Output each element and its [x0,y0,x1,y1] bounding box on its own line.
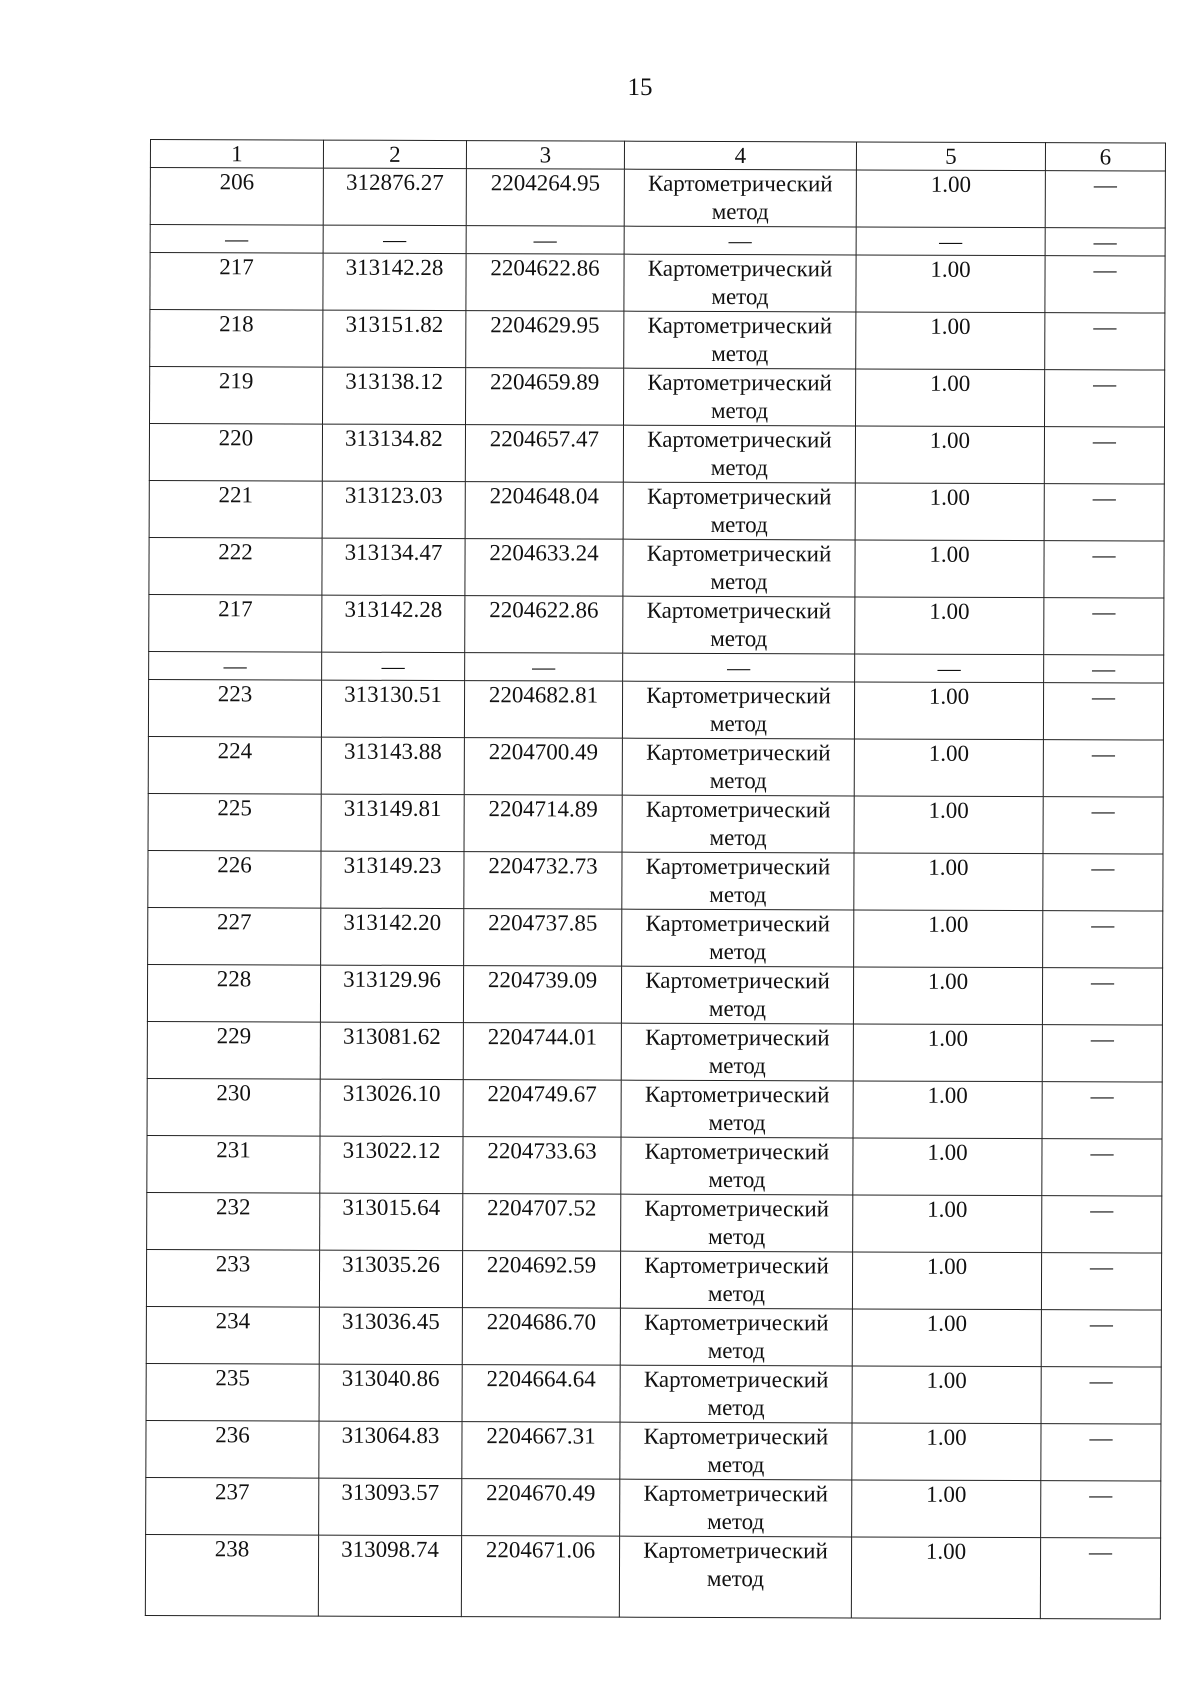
precision-cell: 1.00 [853,1195,1042,1253]
y-coordinate-cell: 2204622.86 [465,596,623,654]
description-cell: — [1045,313,1165,370]
method-cell: Картометрический метод [619,1536,851,1618]
point-number-cell: 236 [146,1420,319,1478]
table-row [146,1249,1161,1310]
point-number-cell: 217 [149,594,322,652]
y-coordinate-cell: 2204667.31 [462,1422,620,1480]
point-number-cell: 217 [150,253,323,311]
table-row [146,1477,1161,1538]
precision-cell: 1.00 [852,1309,1041,1367]
point-number-cell: 234 [146,1306,319,1364]
point-number-cell: 238 [145,1534,318,1616]
point-number-cell: 232 [147,1192,320,1250]
description-cell: — [1043,740,1163,797]
y-coordinate-cell: 2204744.01 [463,1023,621,1081]
table-row [147,1021,1162,1082]
y-coordinate-cell: 2204622.86 [466,254,624,312]
table-row [150,253,1165,314]
x-coordinate-cell: 313035.26 [319,1250,462,1307]
x-coordinate-cell: 313064.83 [319,1421,462,1478]
precision-cell: 1.00 [853,1138,1042,1196]
y-coordinate-cell: 2204700.49 [464,738,622,796]
x-coordinate-cell: 313022.12 [320,1136,463,1193]
precision-cell: 1.00 [852,1252,1041,1310]
point-number-cell: 231 [147,1135,320,1193]
description-cell: — [1044,484,1164,541]
description-cell: — [1042,1082,1162,1139]
table-row [150,168,1165,229]
method-cell: Картометрический метод [621,1194,853,1252]
point-number-cell: 230 [147,1078,320,1136]
x-coordinate-cell: 313138.12 [323,367,466,424]
y-coordinate-cell: 2204671.06 [461,1536,619,1618]
point-number-cell: 223 [148,679,321,737]
method-cell: Картометрический метод [624,311,856,369]
description-cell: — [1042,1139,1162,1196]
method-cell: Картометрический метод [624,254,856,312]
precision-cell: 1.00 [851,1537,1040,1619]
point-number-cell: 226 [148,850,321,908]
description-cell: — [1045,370,1165,427]
x-coordinate-cell: 313149.23 [321,851,464,908]
x-coordinate-cell: 313040.86 [319,1364,462,1421]
x-coordinate-cell: 313142.20 [321,908,464,965]
y-coordinate-cell: 2204737.85 [464,909,622,967]
description-cell: — [1041,1481,1161,1538]
table-row [150,310,1165,371]
description-cell: — [1044,541,1164,598]
x-coordinate-cell: 313134.47 [322,538,465,595]
x-coordinate-cell: 313081.62 [320,1022,463,1079]
coordinates-table [145,139,1166,1620]
precision-cell: 1.00 [853,1081,1042,1139]
point-number-cell: 206 [150,168,323,226]
table-row [148,679,1163,740]
x-coordinate-cell: 313151.82 [323,310,466,367]
x-coordinate-cell: 313129.96 [320,965,463,1022]
y-coordinate-cell: 2204732.73 [464,852,622,910]
x-coordinate-cell: 313143.88 [321,737,464,794]
table-body [145,168,1165,1620]
description-cell: — [1045,171,1165,228]
point-number-cell: 229 [147,1021,320,1079]
y-coordinate-cell: 2204739.09 [463,966,621,1024]
precision-cell: 1.00 [854,739,1043,797]
method-cell: Картометрический метод [624,368,856,426]
precision-cell: 1.00 [856,170,1045,228]
page-number: 15 [627,74,653,101]
point-number-cell: 220 [149,424,322,482]
point-number-cell: 218 [150,310,323,368]
table-row [149,594,1164,655]
y-coordinate-cell: 2204670.49 [462,1479,620,1537]
separator-row [149,651,1164,683]
point-number-cell: — [149,651,322,680]
method-cell: Картометрический метод [622,852,854,910]
table-row [149,480,1164,541]
y-coordinate-cell: 2204657.47 [465,425,623,483]
precision-cell: 1.00 [855,426,1044,484]
description-cell: — [1040,1538,1160,1619]
method-cell: Картометрический метод [620,1365,852,1423]
x-coordinate-cell: 312876.27 [323,168,466,225]
description-cell: — [1043,911,1163,968]
x-coordinate-cell: 313093.57 [319,1478,462,1535]
x-coordinate-cell: 313026.10 [320,1079,463,1136]
point-number-cell: 221 [149,480,322,538]
method-cell: Картометрический метод [620,1308,852,1366]
method-cell: Картометрический метод [621,966,853,1024]
y-coordinate-cell: 2204707.52 [463,1194,621,1252]
precision-cell: 1.00 [854,853,1043,911]
table-row [147,1135,1162,1196]
y-coordinate-cell: 2204264.95 [466,169,624,227]
x-coordinate-cell: 313098.74 [318,1535,461,1616]
separator-row [150,225,1165,257]
precision-cell: 1.00 [856,312,1045,370]
precision-cell: 1.00 [852,1423,1041,1481]
x-coordinate-cell: 313142.28 [322,595,465,652]
y-coordinate-cell: 2204629.95 [466,311,624,369]
point-number-cell: 235 [146,1363,319,1421]
table-row [148,907,1163,968]
description-cell: — [1044,655,1164,683]
y-coordinate-cell: 2204682.81 [464,681,622,739]
column-header: 3 [466,141,624,170]
y-coordinate-cell: 2204749.67 [463,1080,621,1138]
table-row [148,736,1163,797]
column-header: 5 [856,142,1045,171]
method-cell: Картометрический метод [622,795,854,853]
description-cell: — [1044,598,1164,655]
method-cell: Картометрический метод [621,1080,853,1138]
description-cell: — [1045,256,1165,313]
column-header: 2 [323,140,466,168]
method-cell: Картометрический метод [620,1422,852,1480]
x-coordinate-cell: — [322,652,465,680]
x-coordinate-cell: 313142.28 [323,253,466,310]
description-cell: — [1041,1253,1161,1310]
description-cell: — [1043,797,1163,854]
precision-cell: 1.00 [854,796,1043,854]
method-cell: Картометрический метод [621,1137,853,1195]
precision-cell: 1.00 [856,255,1045,313]
table-row [149,537,1164,598]
y-coordinate-cell: — [465,653,623,682]
precision-cell: 1.00 [852,1366,1041,1424]
table-row [150,367,1165,428]
x-coordinate-cell: 313134.82 [322,424,465,481]
table-row [147,964,1162,1025]
y-coordinate-cell: — [466,226,624,255]
precision-cell: 1.00 [853,967,1042,1025]
table-row [147,1078,1162,1139]
description-cell: — [1045,228,1165,256]
precision-cell: 1.00 [855,540,1044,598]
precision-cell: 1.00 [856,369,1045,427]
description-cell: — [1042,968,1162,1025]
table-row [146,1306,1161,1367]
method-cell: Картометрический метод [622,738,854,796]
method-cell: Картометрический метод [620,1479,852,1537]
method-cell: Картометрический метод [623,596,855,654]
table-row [146,1363,1161,1424]
x-coordinate-cell: 313015.64 [320,1193,463,1250]
precision-cell: — [856,227,1045,256]
point-number-cell: 224 [148,736,321,794]
precision-cell: 1.00 [854,910,1043,968]
description-cell: — [1041,1424,1161,1481]
precision-cell: 1.00 [852,1480,1041,1538]
point-number-cell: 222 [149,537,322,595]
table-row [148,850,1163,911]
description-cell: — [1043,683,1163,740]
table-row [147,1192,1162,1253]
method-cell: Картометрический метод [623,482,855,540]
table-row [145,1534,1160,1619]
column-header: 6 [1045,143,1165,171]
x-coordinate-cell: 313036.45 [319,1307,462,1364]
column-header: 1 [150,140,323,169]
description-cell: — [1043,854,1163,911]
x-coordinate-cell: 313149.81 [321,794,464,851]
point-number-cell: 219 [150,367,323,425]
description-cell: — [1041,1310,1161,1367]
method-cell: Картометрический метод [622,909,854,967]
point-number-cell: — [150,225,323,254]
y-coordinate-cell: 2204692.59 [462,1251,620,1309]
y-coordinate-cell: 2204648.04 [465,482,623,540]
point-number-cell: 227 [148,907,321,965]
precision-cell: 1.00 [855,483,1044,541]
point-number-cell: 225 [148,793,321,851]
y-coordinate-cell: 2204733.63 [463,1137,621,1195]
y-coordinate-cell: 2204686.70 [462,1308,620,1366]
precision-cell: 1.00 [855,597,1044,655]
table-row [148,793,1163,854]
method-cell: Картометрический метод [620,1251,852,1309]
precision-cell: — [855,654,1044,683]
method-cell: Картометрический метод [623,425,855,483]
description-cell: — [1042,1196,1162,1253]
table-row [149,424,1164,485]
x-coordinate-cell: — [323,225,466,253]
x-coordinate-cell: 313123.03 [322,481,465,538]
precision-cell: 1.00 [854,682,1043,740]
table-header-row [150,140,1165,172]
precision-cell: 1.00 [853,1024,1042,1082]
table-row [146,1420,1161,1481]
method-cell: — [623,653,855,682]
point-number-cell: 228 [147,964,320,1022]
description-cell: — [1041,1367,1161,1424]
method-cell: Картометрический метод [622,681,854,739]
y-coordinate-cell: 2204659.89 [466,368,624,426]
method-cell: — [624,226,856,255]
y-coordinate-cell: 2204664.64 [462,1365,620,1423]
method-cell: Картометрический метод [621,1023,853,1081]
description-cell: — [1044,427,1164,484]
description-cell: — [1042,1025,1162,1082]
y-coordinate-cell: 2204714.89 [464,795,622,853]
method-cell: Картометрический метод [623,539,855,597]
x-coordinate-cell: 313130.51 [321,680,464,737]
point-number-cell: 233 [146,1249,319,1307]
y-coordinate-cell: 2204633.24 [465,539,623,597]
point-number-cell: 237 [146,1477,319,1535]
column-header: 4 [624,141,856,170]
method-cell: Картометрический метод [624,169,856,227]
